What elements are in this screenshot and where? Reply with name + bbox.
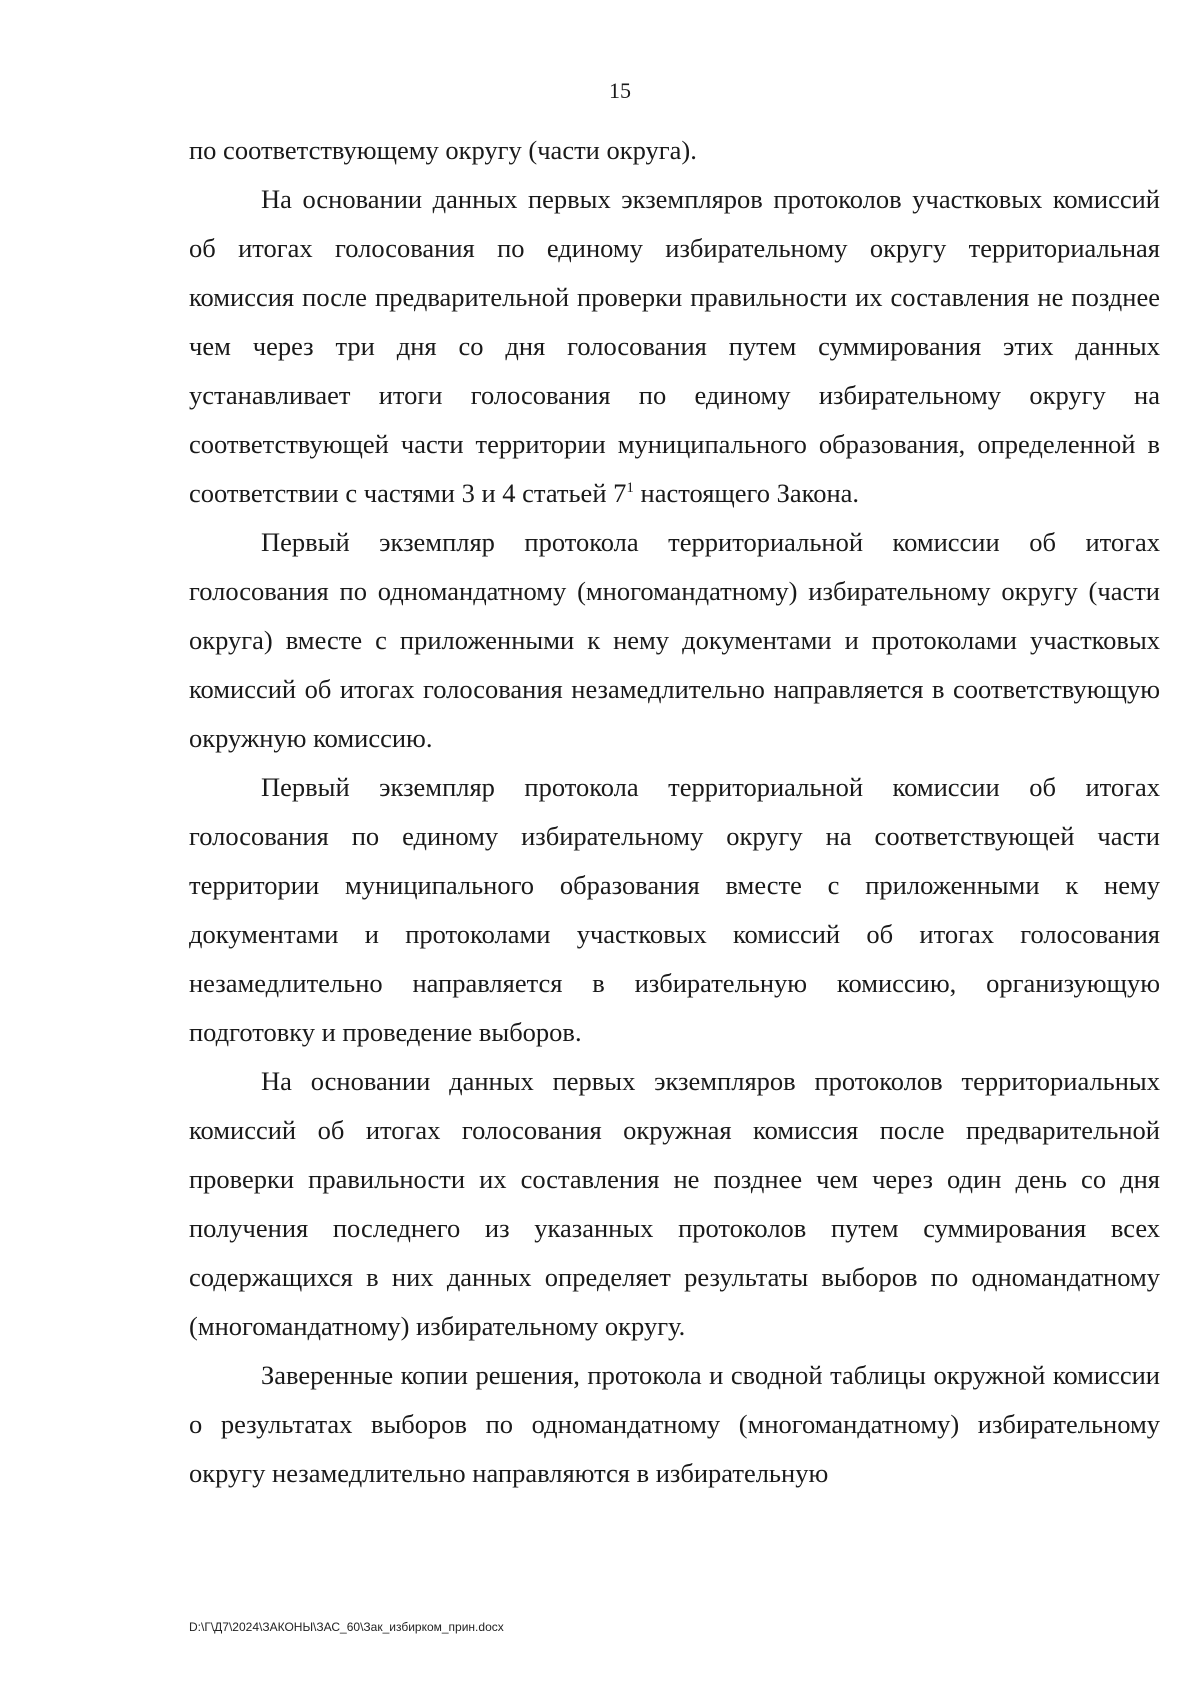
paragraph-territorial-results (189, 175, 1160, 518)
paragraph-text: На основании данных первых экземпляров протоколов участковых комиссий об итогах голосования по единому избирательному округу территориальная комиссия после предварительной проверки правильности их составления не позднее чем через три дня со дня голосования путем суммирования этих данных устанавливает итоги голосования по единому избирательному округу на соответствующей части территории муниципального образования, определенной в соответствии с частями 3 и 4 статьей 7 (189, 184, 1160, 508)
paragraph-certified-copies: Заверенные копии решения, протокола и сводной таблицы окружной комиссии о результатах выборов по одномандатному (многомандатному) избирательному округу незамедлительно направляются в избирательную (189, 1360, 1160, 1488)
paragraph-district-commission-results: На основании данных первых экземпляров протоколов территориальных комиссий об итогах голосования окружная комиссия после предварительной проверки правильности их составления не позднее чем через один день со дня получения последнего из указанных протоколов путем суммирования всех содержащихся в них данных определяет результаты выборов по одномандатному (многомандатному) избирательному округу. (189, 1066, 1160, 1341)
paragraph-text-end: настоящего Закона. (633, 478, 860, 508)
superscript-article-number: 1 (626, 480, 634, 497)
footer-file-path: D:\Г\Д7\2024\ЗАКОНЫ\ЗАС_60\Зак_избирком_прин.docx (189, 1620, 504, 1634)
paragraph-first-copy-district: Первый экземпляр протокола территориальной комиссии об итогах голосования по одномандатному (многомандатному) избирательному округу (части округа) вместе с приложенными к нему документами и протоколами участковых комиссий об итогах голосования незамедлительно направляется в соответствующую окружную комиссию. (189, 527, 1160, 753)
document-body (189, 126, 1160, 1498)
page-number: 15 (609, 78, 631, 103)
paragraph-first-copy-single-district: Первый экземпляр протокола территориальной комиссии об итогах голосования по единому избирательному округу на соответствующей части территории муниципального образования вместе с приложенными к нему документами и протоколами участковых комиссий об итогах голосования незамедлительно направляется в избирательную комиссию, организующую подготовку и проведение выборов. (189, 772, 1160, 1047)
paragraph-continuation: по соответствующему округу (части округа). (189, 135, 697, 165)
